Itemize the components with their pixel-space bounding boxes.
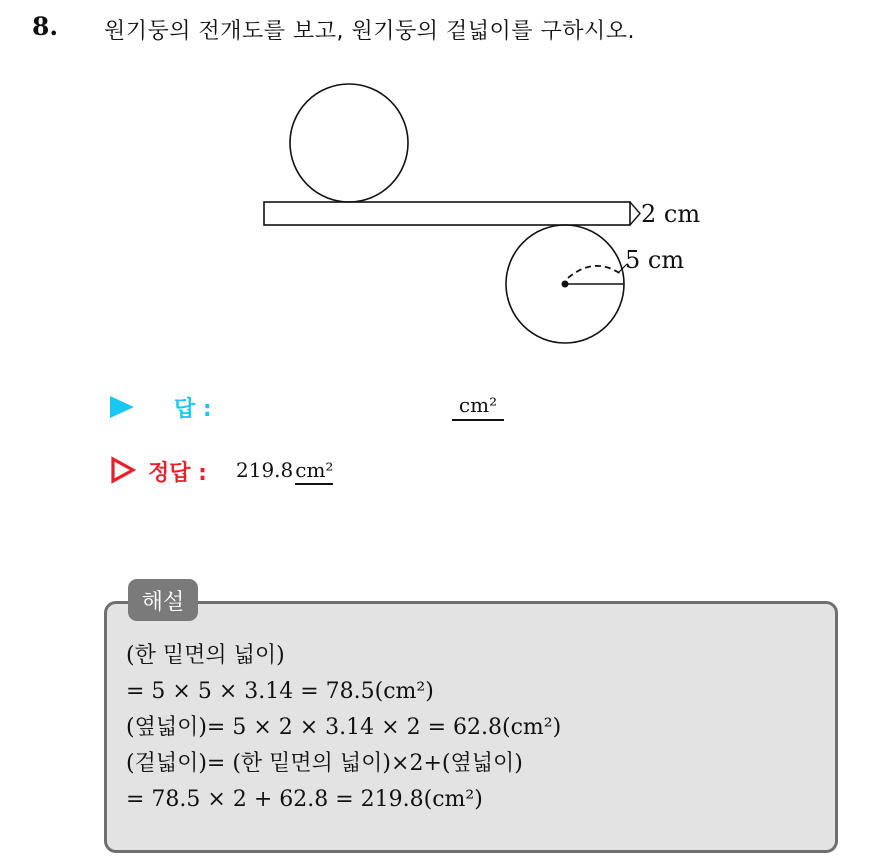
correct-answer-row	[110, 452, 610, 492]
explanation-line: = 5 × 5 × 3.14 = 78.5(cm²)	[126, 679, 434, 704]
play-triangle-icon	[110, 396, 134, 418]
radius-label: 5 cm	[625, 246, 685, 274]
height-bracket	[630, 202, 640, 225]
side-rectangle	[264, 202, 630, 225]
explanation-line: (한 밑면의 넓이)	[126, 643, 285, 668]
explanation-tag: 해설	[128, 579, 198, 621]
question-text: 원기둥의 전개도를 보고, 원기둥의 겉넓이를 구하시오.	[104, 19, 635, 44]
explanation-line: (겉넓이)= (한 밑면의 넓이)×2+(옆넓이)	[126, 751, 523, 776]
explanation-line: = 78.5 × 2 + 62.8 = 219.8(cm²)	[126, 787, 483, 812]
question-number: 8.	[32, 12, 59, 41]
answer-label: 답 :	[174, 397, 212, 422]
explanation-lines	[126, 638, 561, 818]
height-label: 2 cm	[641, 200, 701, 228]
correct-value: 219.8	[236, 458, 294, 482]
correct-label: 정답 :	[148, 461, 207, 486]
outline-triangle-icon	[110, 456, 136, 484]
correct-unit: cm²	[295, 458, 333, 485]
correct-value-wrap	[236, 458, 333, 482]
cylinder-net-figure	[0, 0, 884, 360]
radius-arc-dashed	[568, 266, 621, 278]
answer-unit: cm²	[452, 393, 504, 421]
top-base-circle	[290, 84, 408, 202]
explanation-line: (옆넓이)= 5 × 2 × 3.14 × 2 = 62.8(cm²)	[126, 715, 562, 740]
answer-row	[110, 388, 610, 428]
